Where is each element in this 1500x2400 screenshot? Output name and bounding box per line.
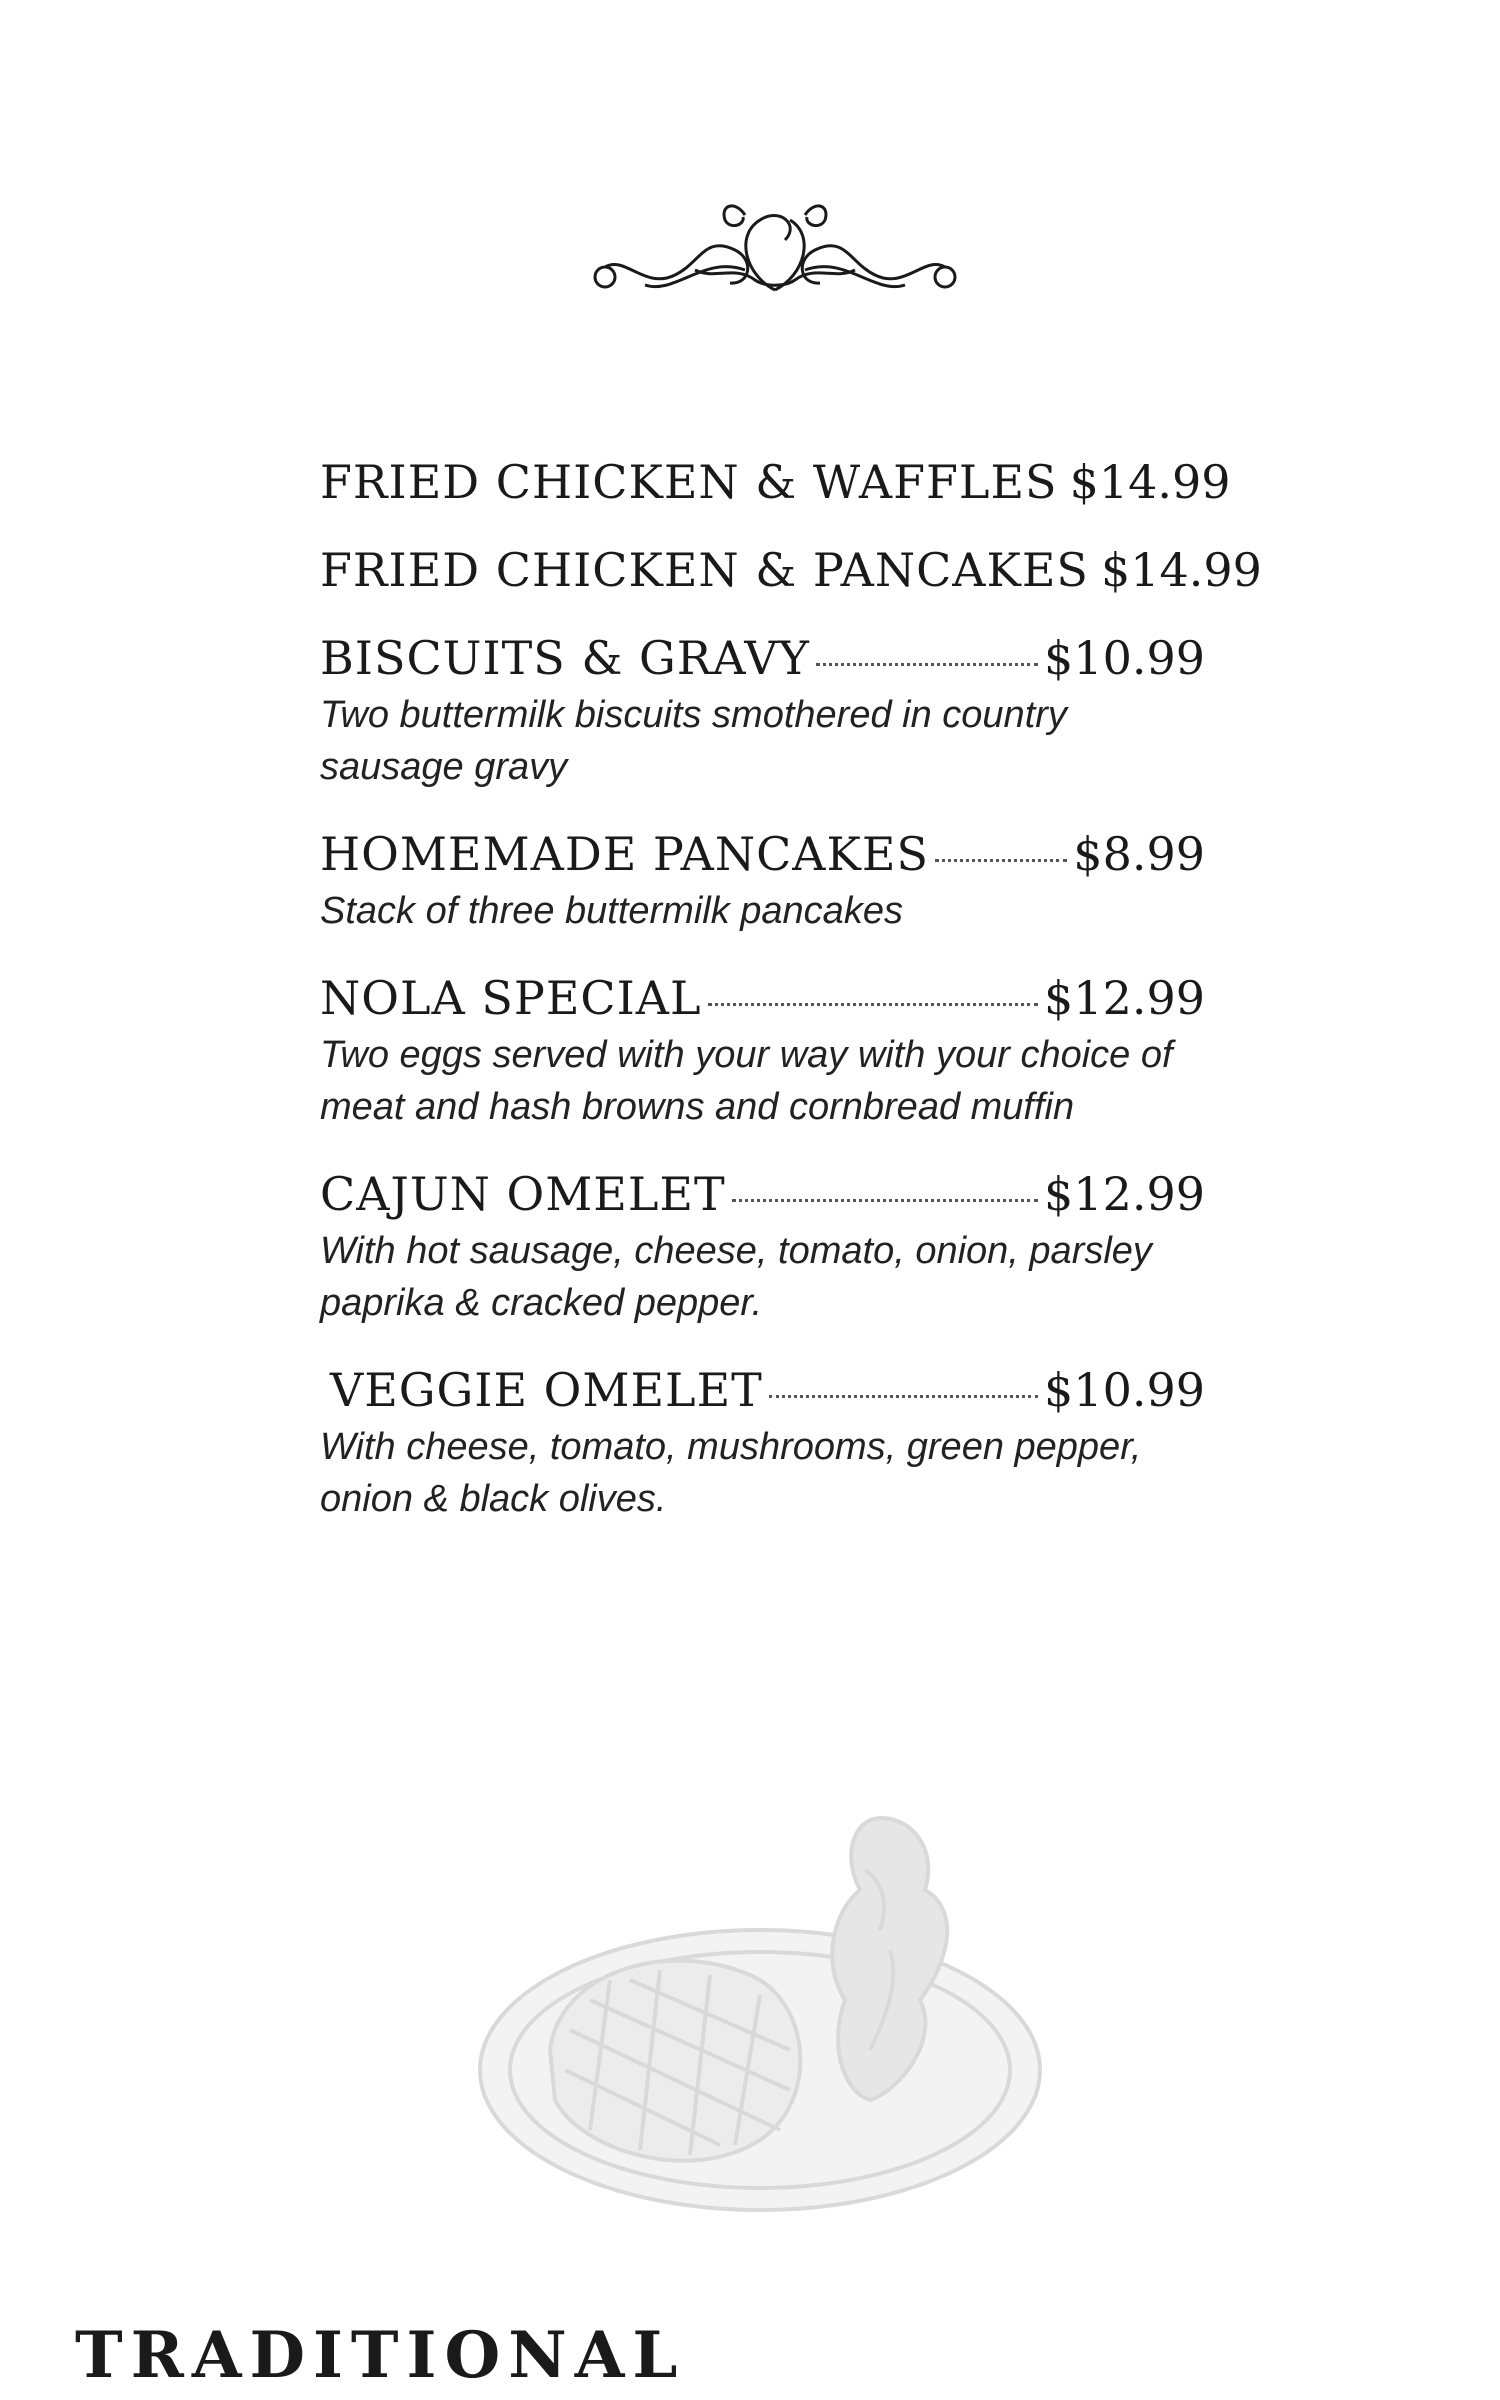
menu-item-price: $10.99 — [1044, 1363, 1205, 1417]
chicken-and-waffles-illustration — [470, 1800, 1070, 2220]
dot-leader — [816, 663, 1038, 666]
menu-item — [320, 971, 1205, 1133]
menu-item — [320, 631, 1205, 793]
menu-item-name: VEGGIE OMELET — [330, 1363, 763, 1417]
menu-item — [320, 455, 1231, 509]
menu-item — [320, 827, 1205, 937]
dot-leader — [935, 859, 1067, 862]
menu-item-price: $14.99 — [1069, 455, 1231, 509]
menu-item-name: FRIED CHICKEN & PANCAKES — [320, 543, 1089, 597]
dot-leader — [732, 1199, 1038, 1202]
section-title: TRADITIONAL — [75, 2318, 686, 2393]
menu-item-price: $14.99 — [1100, 543, 1262, 597]
menu-item-name: FRIED CHICKEN & WAFFLES — [320, 455, 1058, 509]
menu-item-price: $12.99 — [1044, 1167, 1205, 1221]
menu-item-description: Two buttermilk biscuits smothered in country sausage gravy — [320, 694, 1067, 788]
dot-leader — [708, 1003, 1039, 1006]
menu-list — [320, 455, 1262, 1559]
menu-item-price: $8.99 — [1073, 827, 1205, 881]
menu-item-price: $10.99 — [1044, 631, 1205, 685]
menu-item-description: With cheese, tomato, mushrooms, green pepper, onion & black olives. — [320, 1426, 1142, 1520]
menu-item-name: NOLA SPECIAL — [320, 971, 702, 1025]
menu-item-description: With hot sausage, cheese, tomato, onion, parsley paprika & cracked pepper. — [320, 1230, 1152, 1324]
menu-item — [320, 543, 1262, 597]
dot-leader — [769, 1395, 1038, 1398]
menu-item-description: Two eggs served with your way with your choice of meat and hash browns and cornbread muffin — [320, 1034, 1173, 1128]
menu-item-description: Stack of three buttermilk pancakes — [320, 890, 903, 932]
menu-item-price: $12.99 — [1044, 971, 1205, 1025]
menu-item — [320, 1167, 1205, 1329]
flourish-ornament-icon — [585, 195, 965, 305]
menu-item-name: HOMEMADE PANCAKES — [320, 827, 929, 881]
menu-item — [320, 1363, 1205, 1525]
menu-item-name: CAJUN OMELET — [320, 1167, 726, 1221]
menu-item-name: BISCUITS & GRAVY — [320, 631, 810, 685]
